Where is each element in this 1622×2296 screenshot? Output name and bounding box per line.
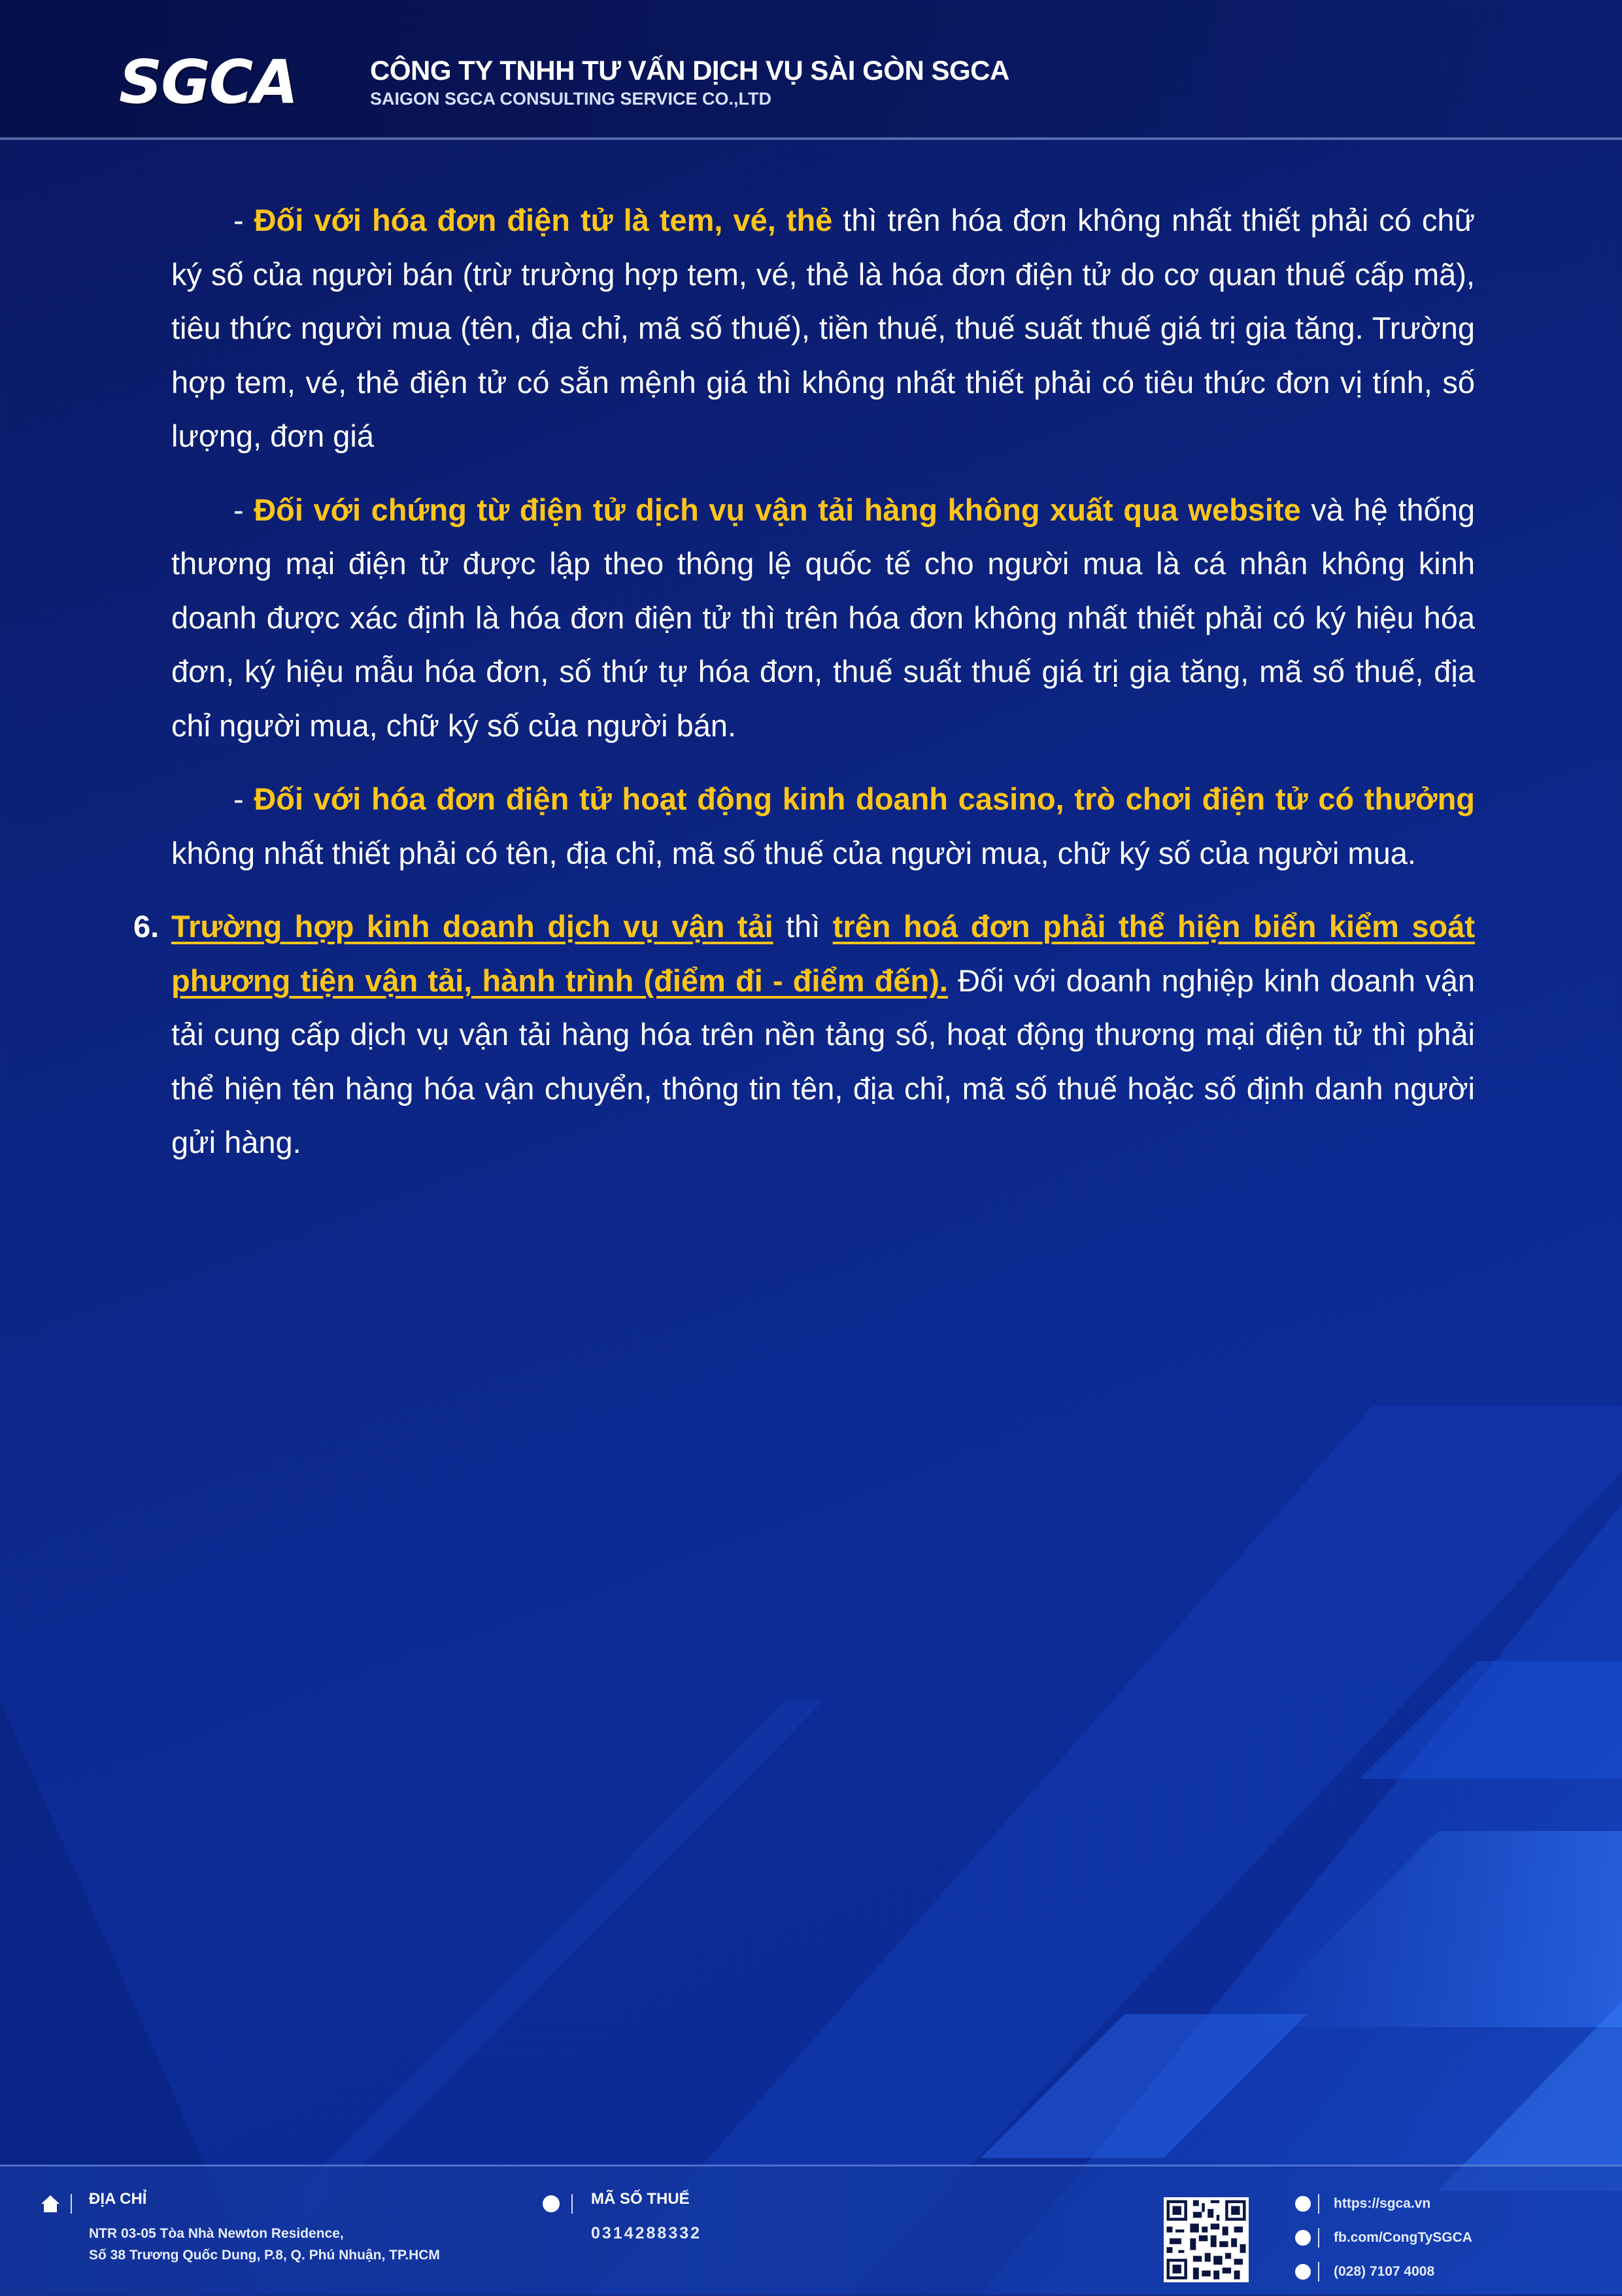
paragraph-text: không nhất thiết phải có tên, địa chỉ, mã số thuế của người mua, chữ ký số của người mua. (171, 835, 1416, 870)
document-body (133, 194, 1475, 1170)
highlight-underlined-text: trên hoá đơn phải thể hiện biển kiểm soát phương tiện vận tải, hành trình (điểm đi - điểm đến). (171, 909, 1475, 998)
highlight-text: Đối với hóa đơn điện tử là tem, vé, thẻ (254, 203, 833, 237)
address-line-2: Số 38 Trương Quốc Dung, P.8, Q. Phú Nhuận, TP.HCM (89, 2248, 440, 2263)
divider (1318, 2262, 1319, 2282)
address-label: ĐỊA CHỈ (89, 2190, 147, 2208)
facebook-link[interactable]: fb.com/CongTySGCA (1334, 2230, 1472, 2245)
paragraph-text: thì trên hóa đơn không nhất thiết phải có chữ ký số của người bán (trừ trường hợp tem, vé, thẻ là hóa đơn điện tử do cơ quan thuế cấp mã), tiêu thức người mua (tên, địa chỉ, mã số thuế), tiền thuế, thuế suất thuế giá trị gia tăng. Trường hợp tem, vé, thẻ điện tử có sẵn mệnh giá thì không nhất thiết phải có tiêu thức đơn vị tính, số lượng, đơn giá (171, 203, 1475, 453)
tax-code: 0314288332 (591, 2224, 702, 2242)
divider (1318, 2194, 1319, 2214)
paragraph-stamps-tickets (171, 194, 1475, 464)
divider (1318, 2228, 1319, 2248)
divider (71, 2194, 72, 2214)
facebook-icon (1292, 2227, 1314, 2249)
page-footer (0, 2165, 1622, 2296)
globe-icon (1292, 2193, 1314, 2215)
website-link[interactable]: https://sgca.vn (1334, 2196, 1431, 2211)
dash: - (233, 781, 254, 816)
paragraph-text: thì (773, 909, 833, 944)
paragraph-text: và hệ thống thương mại điện tử được lập theo thông lệ quốc tế cho người mua là cá nhân không kinh doanh được xác định là hóa đơn điện tử thì trên hóa đơn không nhất thiết phải có ký hiệu hóa đơn, ký hiệu mẫu hóa đơn, số thứ tự hóa đơn, thuế suất thuế giá trị gia tăng, mã số thuế, địa chỉ người mua, chữ ký số của người bán. (171, 492, 1475, 743)
tax-icon (540, 2193, 562, 2215)
company-name-vietnamese: CÔNG TY TNHH TƯ VẤN DỊCH VỤ SÀI GÒN SGCA (370, 55, 1009, 86)
company-logo: SGCA (119, 47, 297, 117)
paragraph-text: Đối với doanh nghiệp kinh doanh vận tải cung cấp dịch vụ vận tải hàng hóa trên nền tảng số, hoạt động thương mại điện tử thì phải thể hiện tên hàng hóa vận chuyển, thông tin tên, địa chỉ, mã số thuế hoặc số định danh người gửi hàng. (171, 963, 1475, 1159)
address-line-1: NTR 03-05 Tòa Nhà Newton Residence, (89, 2226, 344, 2241)
company-name-english: SAIGON SGCA CONSULTING SERVICE CO.,LTD (370, 89, 772, 109)
highlight-text: Đối với hóa đơn điện tử hoạt động kinh doanh casino, trò chơi điện tử có thưởng (254, 781, 1475, 816)
company-name-block (370, 55, 1009, 109)
qr-code-icon (1164, 2197, 1249, 2282)
paragraph-casino (171, 772, 1475, 880)
numbered-item-6 (133, 900, 1475, 1170)
dash: - (233, 492, 254, 527)
highlight-underlined-text: Trường hợp kinh doanh dịch vụ vận tải (171, 909, 773, 944)
paragraph-air-transport (171, 483, 1475, 753)
tax-label: MÃ SỐ THUẾ (591, 2190, 690, 2208)
item-number: 6. (133, 909, 160, 944)
page-header (0, 0, 1622, 140)
home-icon (39, 2193, 61, 2215)
highlight-text: Đối với chứng từ điện tử dịch vụ vận tải hàng không xuất qua website (254, 492, 1301, 527)
divider (571, 2194, 573, 2214)
phone-number: (028) 7107 4008 (1334, 2264, 1435, 2279)
phone-icon (1292, 2261, 1314, 2283)
dash: - (233, 203, 254, 237)
